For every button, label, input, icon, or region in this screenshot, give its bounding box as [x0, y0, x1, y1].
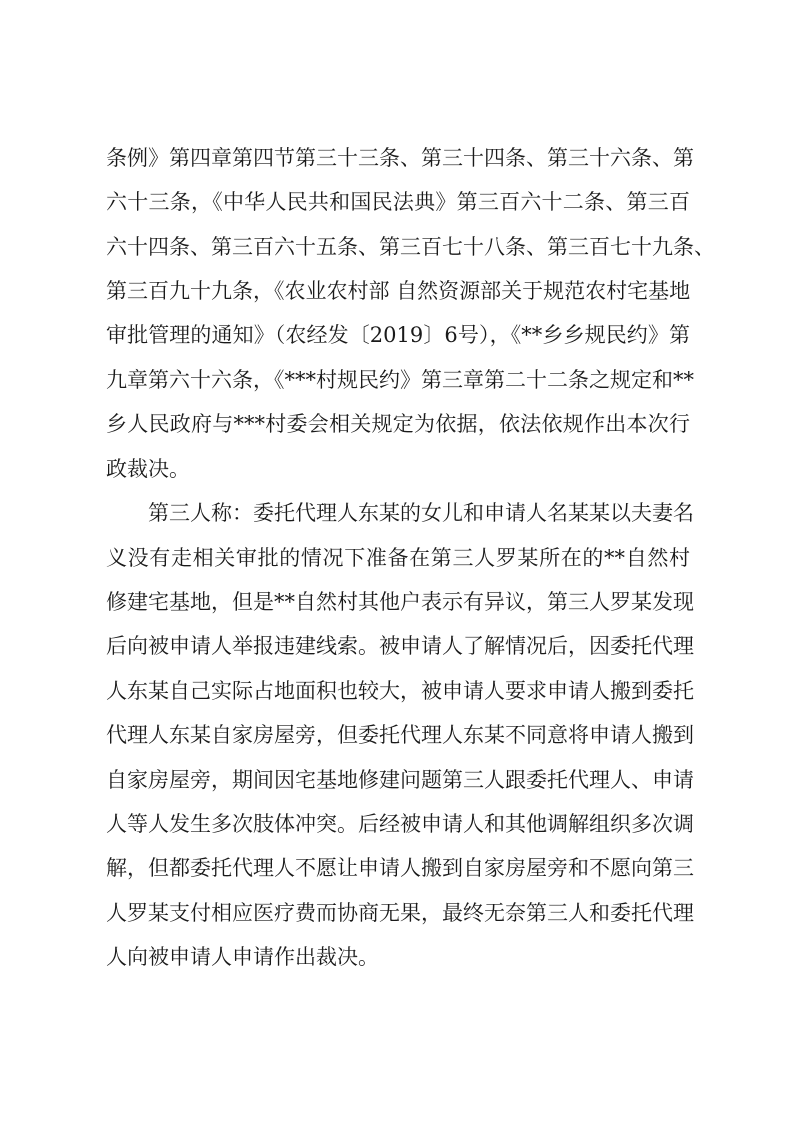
text-line: 审批管理的通知》（农经发〔2019〕6号），《**乡乡规民约》第: [106, 323, 690, 347]
text-line: 六十四条、第三百六十五条、第三百七十八条、第三百七十九条、: [106, 235, 715, 259]
text-line: 人向被申请人申请作出裁决。: [106, 945, 379, 969]
text-line: 第三人称：委托代理人东某的女儿和申请人名某某以夫妻名: [148, 501, 694, 525]
text-line: 条例》第四章第四节第三十三条、第三十四条、第三十六条、第: [106, 146, 694, 170]
text-line: 六十三条，《中华人民共和国民法典》第三百六十二条、第三百: [106, 190, 690, 214]
text-line: 解，但都委托代理人不愿让申请人搬到自家房屋旁和不愿向第三: [106, 856, 694, 880]
text-line: 修建宅基地，但是**自然村其他户表示有异议，第三人罗某发现: [106, 590, 694, 614]
text-line: 自家房屋旁，期间因宅基地修建问题第三人跟委托代理人、申请: [106, 768, 694, 792]
text-line: 乡人民政府与***村委会相关规定为依据，依法依规作出本次行: [106, 412, 690, 436]
text-line: 代理人东某自家房屋旁，但委托代理人东某不同意将申请人搬到: [106, 723, 694, 747]
text-line: 人罗某支付相应医疗费而协商无果，最终无奈第三人和委托代理: [106, 901, 694, 925]
text-line: 人东某自己实际占地面积也较大，被申请人要求申请人搬到委托: [106, 679, 694, 703]
text-line: 政裁决。: [106, 457, 190, 481]
text-line: 义没有走相关审批的情况下准备在第三人罗某所在的**自然村: [106, 546, 690, 570]
text-line: 九章第六十六条，《***村规民约》第三章第二十二条之规定和**: [106, 368, 694, 392]
text-line: 人等人发生多次肢体冲突。后经被申请人和其他调解组织多次调: [106, 812, 694, 836]
text-line: 后向被申请人举报违建线索。被申请人了解情况后，因委托代理: [106, 634, 694, 658]
text-line: 第三百九十九条，《农业农村部 自然资源部关于规范农村宅基地: [106, 279, 691, 303]
